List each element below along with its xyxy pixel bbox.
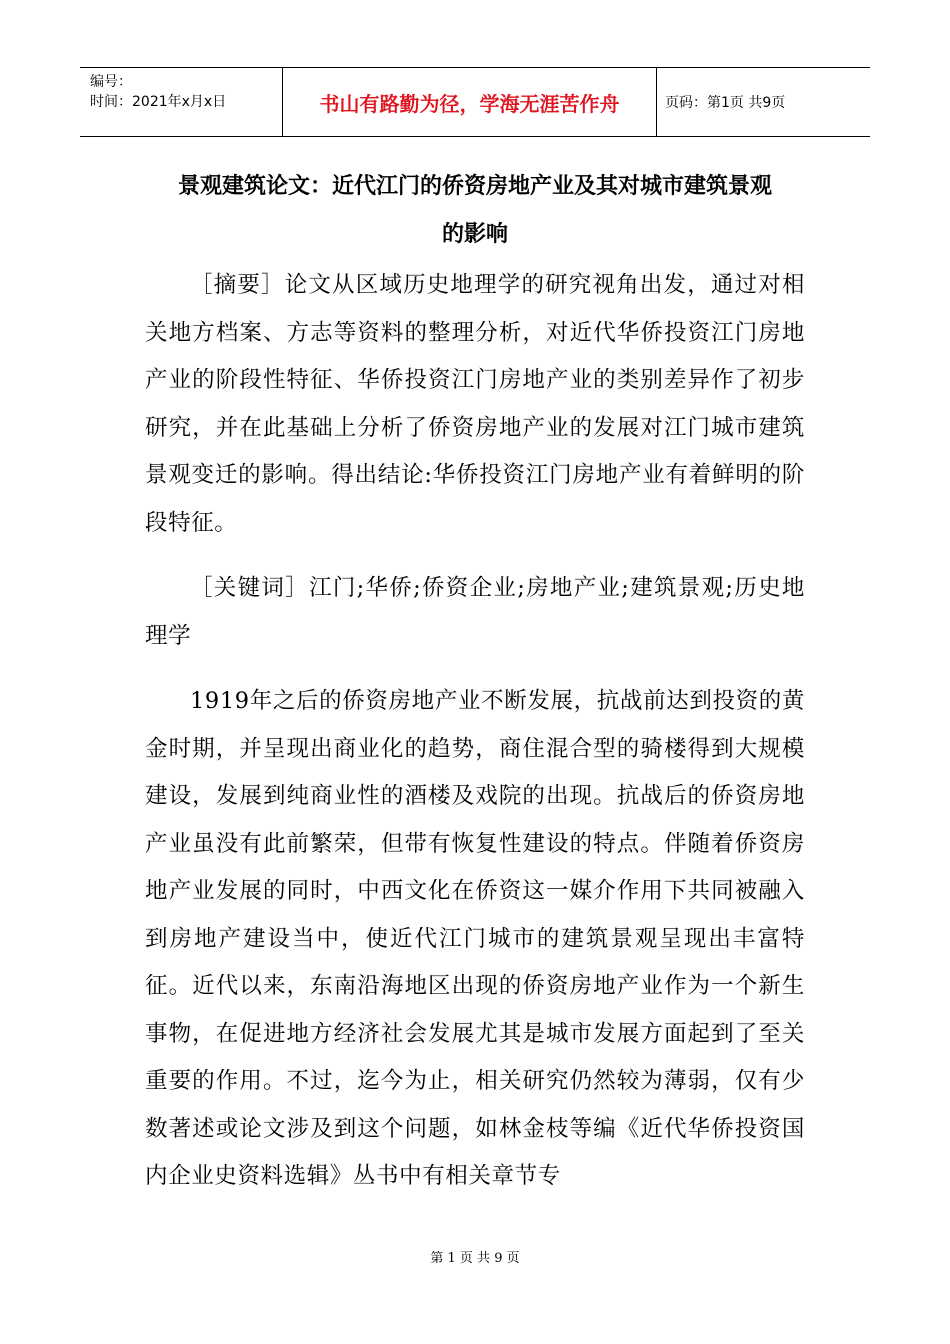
document-header <box>80 67 870 137</box>
body-paragraph: 1919年之后的侨资房地产业不断发展，抗战前达到投资的黄金时期，并呈现出商业化的趋势，商住混合型的骑楼得到大规模建设，发展到纯商业性的酒楼及戏院的出现。抗战后的侨资房地产业虽没有此前繁荣，但带有恢复性建设的特点。伴随着侨资房地产业发展的同时，中西文化在侨资这一媒介作用下共同被融入到房地产建设当中，使近代江门城市的建筑景观呈现出丰富特征。近代以来，东南沿海地区出现的侨资房地产业作为一个新生事物，在促进地方经济社会发展尤其是城市发展方面起到了至关重要的作用。不过，迄今为止，相关研究仍然较为薄弱，仅有少数著述或论文涉及到这个问题，如林金枝等编《近代华侨投资国内企业史资料选辑》丛书中有相关章节专 <box>145 688 805 1189</box>
header-motto: 书山有路勤为径，学海无涯苦作舟 <box>283 68 657 136</box>
title-line-2: 的影响 <box>441 222 508 247</box>
document-date-label: 时间：2021年x月x日 <box>90 94 227 110</box>
page-title <box>145 163 805 259</box>
keywords-paragraph: ［关键词］江门;华侨;侨资企业;房地产业;建筑景观;历史地理学 <box>145 575 805 649</box>
document-number-label: 编号： <box>90 74 132 90</box>
header-page-info: 页码：第1页 共9页 <box>665 95 786 111</box>
document-body <box>145 262 805 1201</box>
page-footer: 第 1 页 共 9 页 <box>430 1251 520 1266</box>
title-line-1: 景观建筑论文：近代江门的侨资房地产业及其对城市建筑景观 <box>177 174 772 199</box>
header-meta <box>80 68 283 136</box>
abstract-paragraph: ［摘要］论文从区域历史地理学的研究视角出发，通过对相关地方档案、方志等资料的整理分析，对近代华侨投资江门房地产业的阶段性特征、华侨投资江门房地产业的类别差异作了初步研究，并在此基础上分析了侨资房地产业的发展对江门城市建筑景观变迁的影响。得出结论:华侨投资江门房地产业有着鲜明的阶段特征。 <box>145 272 805 536</box>
